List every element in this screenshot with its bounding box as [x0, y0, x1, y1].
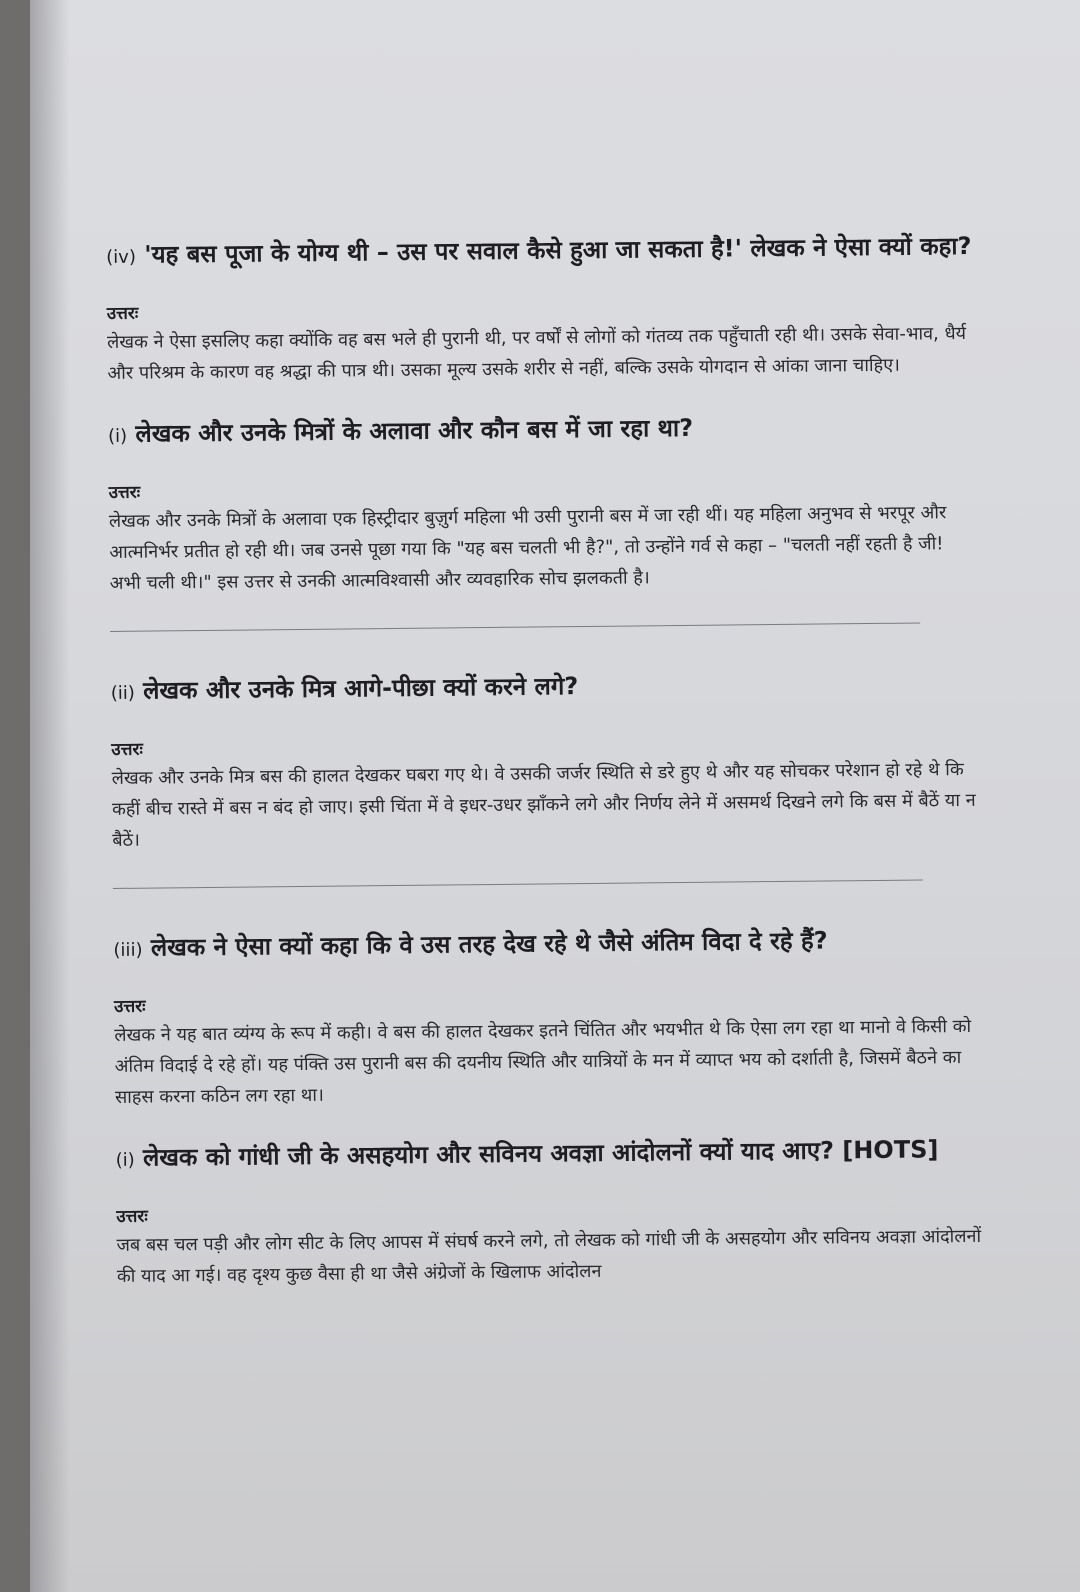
answer-text: लेखक ने यह बात व्यंग्य के रूप में कही। वे बस की हालत देखकर इतने चिंतित और भयभीत थे कि ऐसा लग रहा था मानो वे किसी को अंतिम विदाई दे रहे हों। यह पंक्ति उस पुरानी बस की दयनीय स्थिति और यात्रियों के मन में व्याप्त भय को दर्शाती है, जिसमें बैठने का साहस करना कठिन लग रहा था। [114, 1015, 972, 1108]
qa-block [108, 406, 980, 599]
answer-label: उत्तरः [111, 739, 143, 760]
answer-text: लेखक और उनके मित्र बस की हालत देखकर घबरा गए थे। वे उसकी जर्जर स्थिति से डरे हुए थे और यह सोचकर परेशान हो रहे थे कि कहीं बीच रास्ते में बस न बंद हो जाए। इसी चिंता में वे इधर-उधर झाँकने लगे और निर्णय लेने में असमर्थ दिखने लगे कि बस में बैठें या न बैठें। [111, 759, 976, 851]
question: (iv) 'यह बस पूजा के योग्य थी – उस पर सवाल कैसे हुआ जा सकता है!' लेखक ने ऐसा क्यों कहा? [106, 231, 972, 269]
qa-block [111, 663, 983, 856]
qa-block [106, 227, 978, 389]
answer-label: उत्तरः [106, 303, 139, 324]
answer-text: लेखक ने ऐसा इसलिए कहा क्योंकि वह बस भले ही पुरानी थी, पर वर्षों से लोगों को गंतव्य तक पहुँचाती रही थी। उसके सेवा-भाव, धैर्य और परिश्रम के कारण वह श्रद्धा की पात्र थी। उसका मूल्य उसके शरीर से नहीं, बल्कि उसके योगदान से आंका जाना चाहिए। [107, 322, 967, 384]
answer-text: लेखक और उनके मित्रों के अलावा एक हिस्ट्रीदार बुज़ुर्ग महिला भी उसी पुरानी बस में जा रही थीं। यह महिला अनुभव से भरपूर और आत्मनिर्भर प्रतीत हो रही थी। जब उनसे पूछा गया कि "यह बस चलती भी है?", तो उन्होंने गर्व से कहा – "चलती नहीं रहती है जी! अभी चली थी।" इस उत्तर से उनकी आत्मविश्वासी और व्यवहारिक सोच झलकती है। [108, 502, 947, 594]
question: (i) लेखक को गांधी जी के असहयोग और सविनय अवज्ञा आंदोलनों क्यों याद आए? [HOTS] [115, 1135, 939, 1172]
divider-line [113, 879, 923, 888]
answer-label: उत्तरः [113, 996, 146, 1017]
question: (ii) लेखक और उनके मित्र आगे-पीछा क्यों करने लगे? [110, 672, 579, 705]
question: (i) लेखक और उनके मित्रों के अलावा और कौन बस में जा रहा था? [107, 413, 694, 448]
answer-label: उत्तरः [108, 482, 141, 503]
page-content [106, 227, 987, 1292]
qa-block [115, 1130, 987, 1292]
qa-block [113, 920, 985, 1113]
question: (iii) लेखक ने ऐसा क्यों कहा कि वे उस तरह देख रहे थे जैसे अंतिम विदा दे रहे हैं? [113, 926, 828, 962]
divider-line [110, 622, 920, 631]
answer-label: उत्तरः [116, 1206, 148, 1227]
answer-text: जब बस चल पड़ी और लोग सीट के लिए आपस में संघर्ष करने लगे, तो लेखक को गांधी जी के असहयोग और सविनय अवज्ञा आंदोलनों की याद आ गई। वह दृश्य कुछ वैसा ही था जैसे अंग्रेजों के खिलाफ आंदोलन [116, 1225, 982, 1287]
book-page [30, 0, 1080, 1592]
page-gutter-shadow [30, 0, 70, 1592]
